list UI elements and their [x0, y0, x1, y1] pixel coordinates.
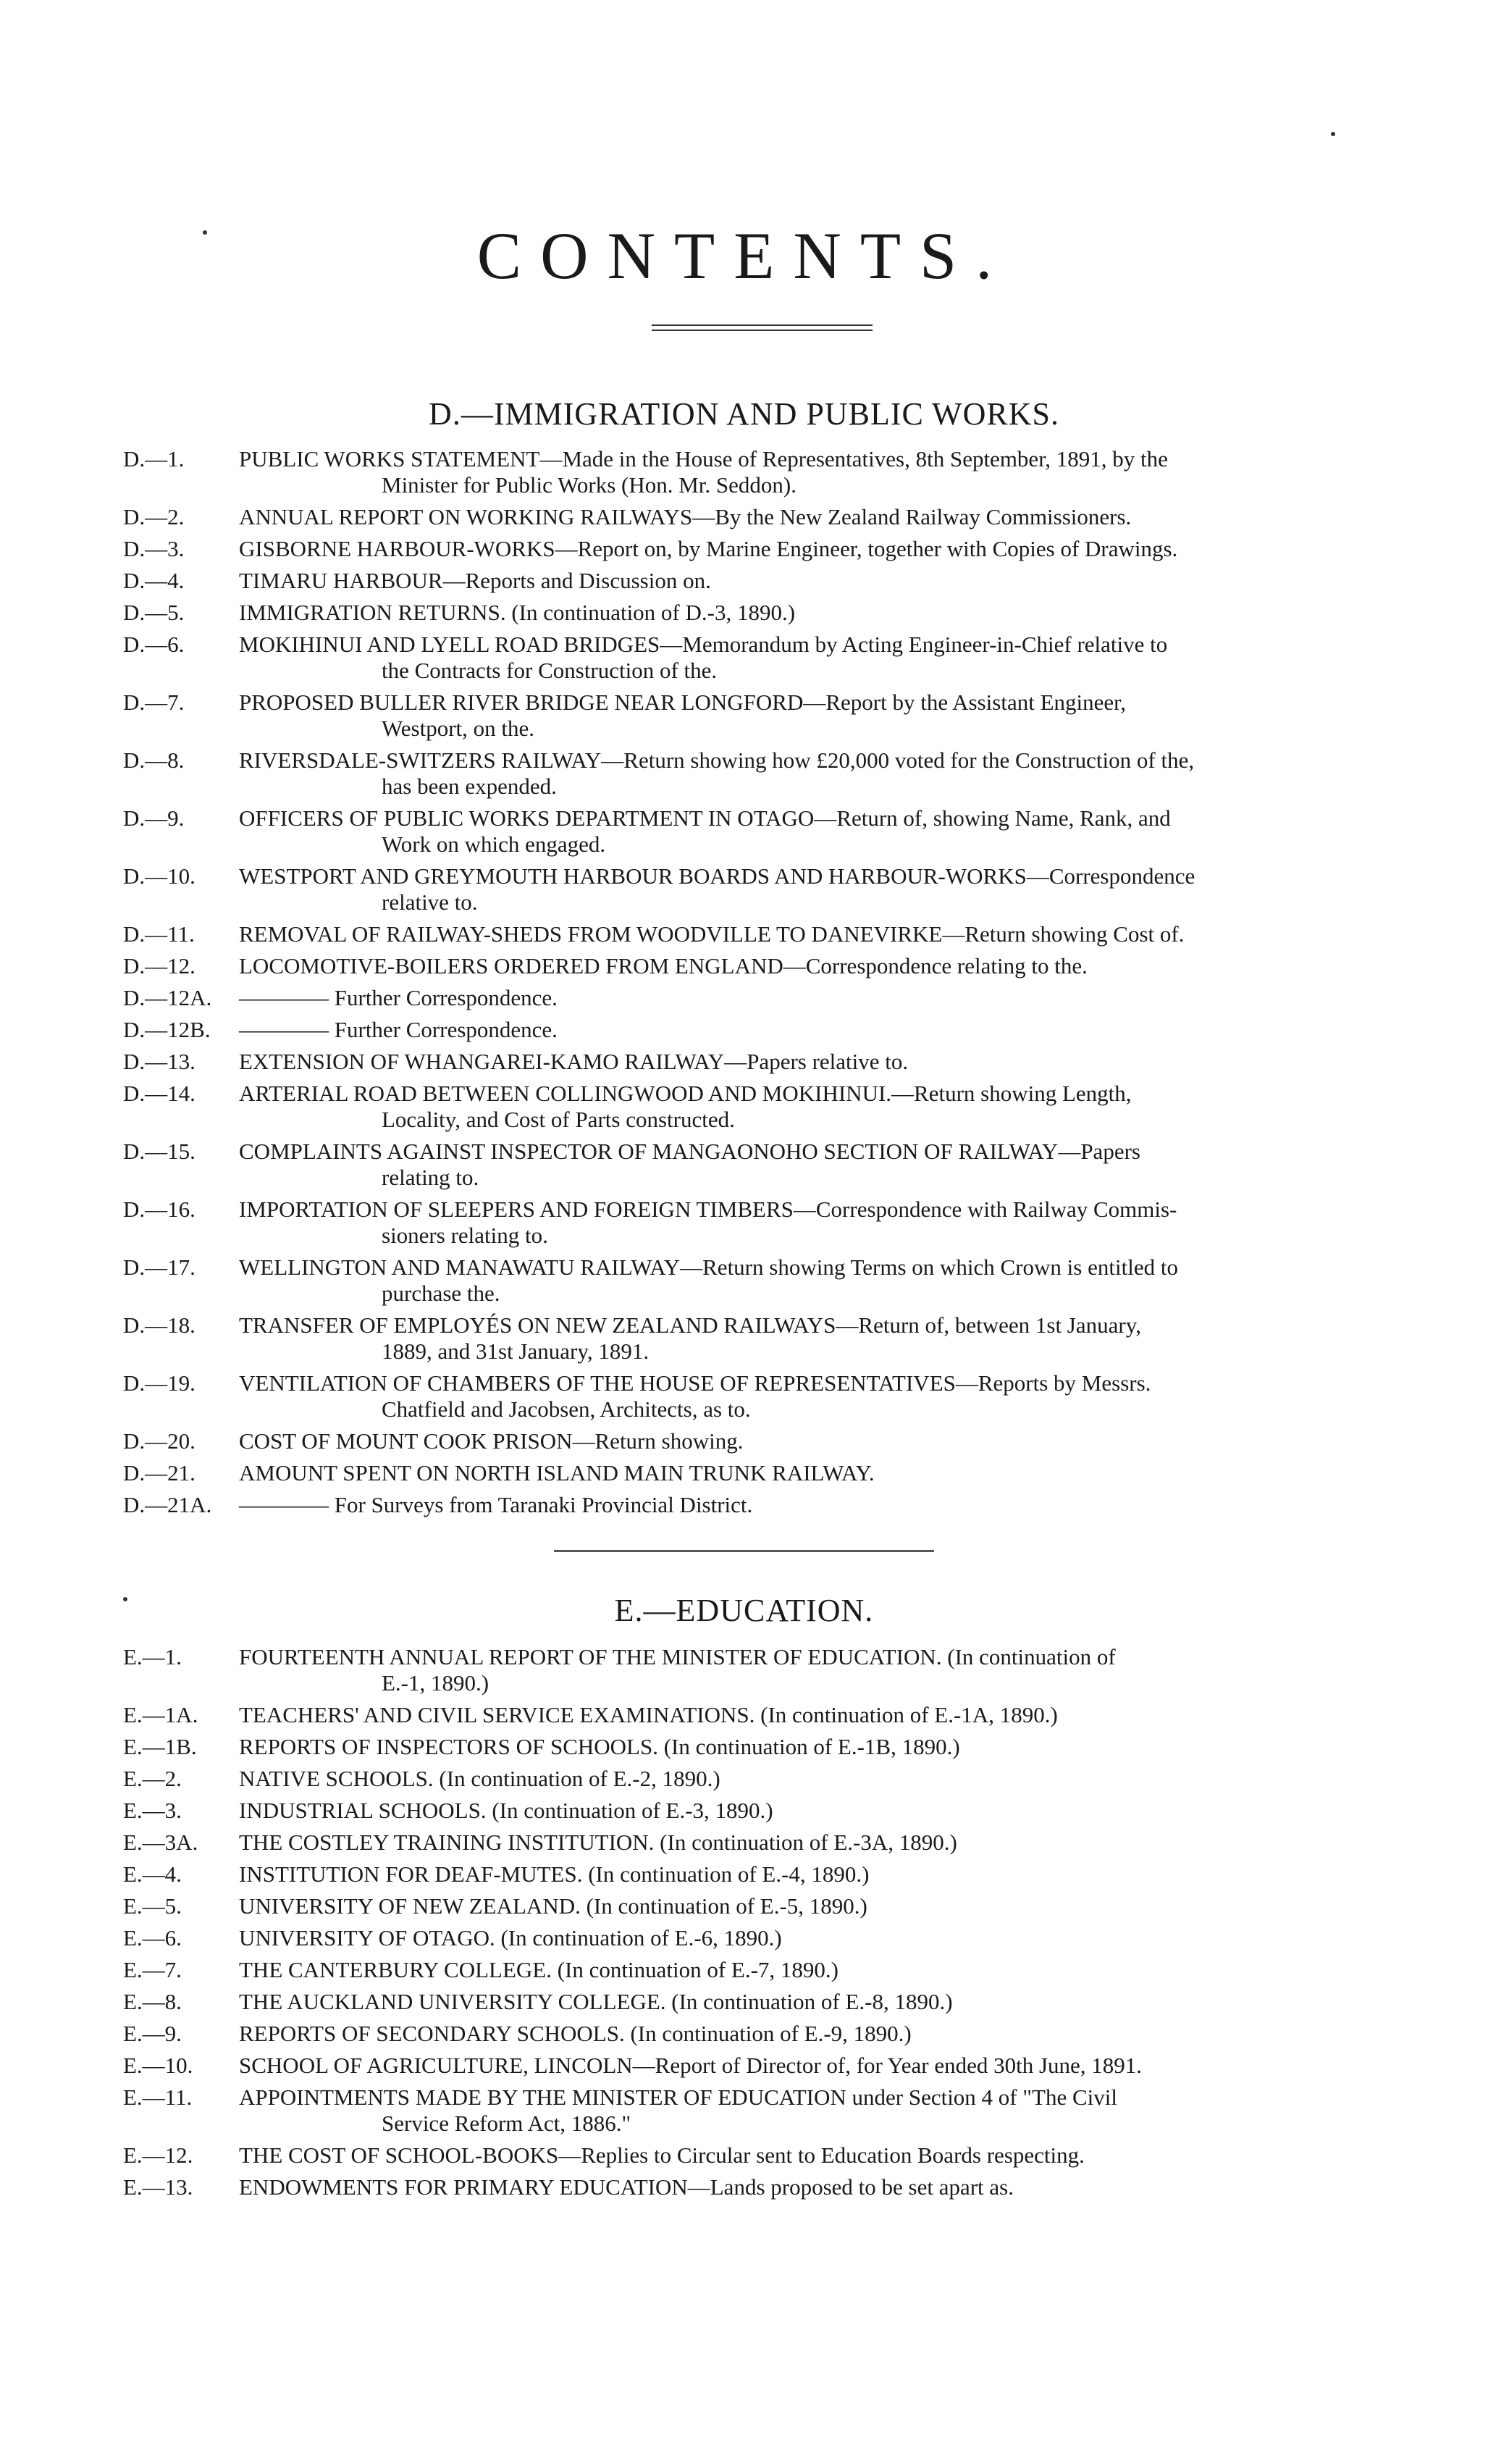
- entry-title: IMPORTATION OF SLEEPERS AND FOREIGN TIMBERS—Correspondence with Railway Commis-: [239, 1197, 1177, 1222]
- entry-title: REPORTS OF INSPECTORS OF SCHOOLS. (In continuation of E.-1B, 1890.): [239, 1734, 960, 1759]
- entry-code: E.—4.: [123, 1861, 182, 1887]
- entry-code: D.—1.: [123, 446, 185, 472]
- entry-text: [239, 1893, 1394, 1919]
- entry-title: TRANSFER OF EMPLOYÉS ON NEW ZEALAND RAILWAYS—Return of, between 1st January,: [239, 1312, 1141, 1338]
- entry-text: [239, 2053, 1394, 2079]
- entry-code: D.—14.: [123, 1081, 196, 1106]
- entry-title: EXTENSION OF WHANGAREI-KAMO RAILWAY—Papers relative to.: [239, 1049, 909, 1074]
- entry-text: [239, 1957, 1394, 1983]
- entry-code: E.—3.: [123, 1798, 182, 1823]
- entry-text: [239, 805, 1394, 858]
- entry-text: [239, 1830, 1394, 1856]
- contents-entry: [0, 1460, 1488, 1486]
- ink-speck: [1331, 132, 1335, 136]
- contents-entry: [0, 536, 1488, 562]
- entry-text: [239, 1049, 1394, 1075]
- contents-entry: [0, 2053, 1488, 2079]
- contents-entry: [0, 504, 1488, 530]
- entry-continuation: Service Reform Act, 1886.": [382, 2111, 631, 2136]
- contents-entry: [0, 1957, 1488, 1983]
- entry-text: [239, 690, 1394, 742]
- section-heading-d: D.—IMMIGRATION AND PUBLIC WORKS.: [429, 396, 1059, 432]
- entry-code: D.—21A.: [123, 1492, 212, 1517]
- entry-title: RIVERSDALE-SWITZERS RAILWAY—Return showing how £20,000 voted for the Construction of the,: [239, 747, 1195, 773]
- entry-title: APPOINTMENTS MADE BY THE MINISTER OF EDUCATION under Section 4 of "The Civil: [239, 2084, 1117, 2110]
- entry-title: SCHOOL OF AGRICULTURE, LINCOLN—Report of Director of, for Year ended 30th June, 1891.: [239, 2053, 1143, 2078]
- entry-code: E.—10.: [123, 2053, 193, 2078]
- entry-text: [239, 568, 1394, 594]
- entry-continuation: Locality, and Cost of Parts constructed.: [382, 1107, 735, 1132]
- entry-title: REMOVAL OF RAILWAY-SHEDS FROM WOODVILLE TO DANEVIRKE—Return showing Cost of.: [239, 921, 1185, 947]
- entry-title: TEACHERS' AND CIVIL SERVICE EXAMINATIONS. (In continuation of E.-1A, 1890.): [239, 1702, 1058, 1727]
- entry-title: THE CANTERBURY COLLEGE. (In continuation of E.-7, 1890.): [239, 1957, 838, 1982]
- entry-title: INSTITUTION FOR DEAF-MUTES. (In continuation of E.-4, 1890.): [239, 1861, 870, 1887]
- entry-title: WESTPORT AND GREYMOUTH HARBOUR BOARDS AND HARBOUR-WORKS—Correspondence: [239, 863, 1195, 889]
- contents-entry: [0, 1734, 1488, 1760]
- contents-entry: [0, 2084, 1488, 2137]
- entry-text: [239, 1989, 1394, 2015]
- entry-title: REPORTS OF SECONDARY SCHOOLS. (In continuation of E.-9, 1890.): [239, 2021, 912, 2046]
- entry-text: [239, 2174, 1394, 2200]
- entry-code: D.—18.: [123, 1312, 196, 1338]
- entry-continuation: the Contracts for Construction of the.: [382, 658, 718, 683]
- entry-text: [239, 2084, 1394, 2137]
- entry-text: [239, 1460, 1394, 1486]
- entry-continuation: relating to.: [382, 1165, 479, 1190]
- entry-code: E.—1B.: [123, 1734, 197, 1759]
- entry-title: THE COST OF SCHOOL-BOOKS—Replies to Circular sent to Education Boards respecting.: [239, 2142, 1085, 2168]
- entry-title: PUBLIC WORKS STATEMENT—Made in the House of Representatives, 8th September, 1891, by the: [239, 446, 1168, 472]
- entry-title: ENDOWMENTS FOR PRIMARY EDUCATION—Lands proposed to be set apart as.: [239, 2174, 1014, 2200]
- contents-entry: [0, 2021, 1488, 2047]
- entry-code: E.—13.: [123, 2174, 193, 2200]
- entry-code: E.—9.: [123, 2021, 182, 2046]
- entry-continuation: has been expended.: [382, 774, 557, 799]
- contents-entry: [0, 1925, 1488, 1951]
- entry-text: [239, 1254, 1394, 1307]
- contents-entry: [0, 446, 1488, 498]
- contents-entry: [0, 1893, 1488, 1919]
- entry-title: PROPOSED BULLER RIVER BRIDGE NEAR LONGFORD—Report by the Assistant Engineer,: [239, 690, 1126, 715]
- contents-entry: [0, 1139, 1488, 1191]
- entry-code: D.—15.: [123, 1139, 196, 1164]
- contents-entry: [0, 1254, 1488, 1307]
- entry-code: E.—12.: [123, 2142, 193, 2168]
- contents-entry: [0, 1644, 1488, 1696]
- entry-text: [239, 1644, 1394, 1696]
- entry-text: [239, 632, 1394, 684]
- entry-code: D.—12A.: [123, 985, 212, 1010]
- contents-entry: [0, 921, 1488, 947]
- entry-text: [239, 1081, 1394, 1133]
- entry-title: IMMIGRATION RETURNS. (In continuation of D.-3, 1890.): [239, 600, 796, 625]
- entry-text: [239, 1017, 1394, 1043]
- entry-text: [239, 600, 1394, 626]
- entry-text: [239, 1428, 1394, 1454]
- entry-code: D.—19.: [123, 1370, 196, 1396]
- entry-text: [239, 504, 1394, 530]
- entry-title: TIMARU HARBOUR—Reports and Discussion on.: [239, 568, 711, 593]
- contents-entry: [0, 953, 1488, 979]
- entry-code: D.—10.: [123, 863, 196, 889]
- entry-title: AMOUNT SPENT ON NORTH ISLAND MAIN TRUNK RAILWAY.: [239, 1460, 875, 1485]
- entry-code: D.—21.: [123, 1460, 196, 1485]
- contents-entry: [0, 1428, 1488, 1454]
- entry-code: D.—12B.: [123, 1017, 211, 1042]
- entry-text: [239, 1861, 1394, 1887]
- entry-text: [239, 446, 1394, 498]
- entry-title: OFFICERS OF PUBLIC WORKS DEPARTMENT IN OTAGO—Return of, showing Name, Rank, and: [239, 805, 1171, 831]
- entry-code: E.—5.: [123, 1893, 182, 1919]
- contents-entry: [0, 1197, 1488, 1249]
- entry-text: [239, 1139, 1394, 1191]
- entry-text: [239, 1925, 1394, 1951]
- entry-text: [239, 985, 1394, 1011]
- contents-entry: [0, 1370, 1488, 1422]
- entry-continuation: sioners relating to.: [382, 1223, 548, 1248]
- contents-entry: [0, 1989, 1488, 2015]
- entry-title: LOCOMOTIVE-BOILERS ORDERED FROM ENGLAND—Correspondence relating to the.: [239, 953, 1088, 979]
- entry-code: D.—2.: [123, 504, 185, 529]
- section-divider: [554, 1550, 934, 1552]
- contents-entry: [0, 1830, 1488, 1856]
- contents-entry: [0, 985, 1488, 1011]
- entry-code: E.—7.: [123, 1957, 182, 1982]
- title-rule: [652, 324, 873, 326]
- entry-text: [239, 536, 1394, 562]
- contents-entry: [0, 1049, 1488, 1075]
- entry-title: INDUSTRIAL SCHOOLS. (In continuation of E.-3, 1890.): [239, 1798, 773, 1823]
- section-e-entries: [0, 1644, 1488, 2206]
- entry-text: [239, 953, 1394, 979]
- contents-entry: [0, 1798, 1488, 1824]
- entry-text: [239, 863, 1394, 915]
- entry-code: D.—20.: [123, 1428, 196, 1454]
- entry-continuation: E.-1, 1890.): [382, 1670, 489, 1696]
- entry-code: E.—6.: [123, 1925, 182, 1950]
- contents-entry: [0, 1861, 1488, 1887]
- entry-title: MOKIHINUI AND LYELL ROAD BRIDGES—Memorandum by Acting Engineer-in-Chief relative to: [239, 632, 1168, 657]
- entry-title: NATIVE SCHOOLS. (In continuation of E.-2, 1890.): [239, 1766, 720, 1791]
- entry-code: D.—6.: [123, 632, 185, 657]
- entry-title: GISBORNE HARBOUR-WORKS—Report on, by Marine Engineer, together with Copies of Drawings.: [239, 536, 1178, 561]
- contents-entry: [0, 600, 1488, 626]
- entry-title: ARTERIAL ROAD BETWEEN COLLINGWOOD AND MOKIHINUI.—Return showing Length,: [239, 1081, 1132, 1106]
- entry-text: [239, 1766, 1394, 1792]
- entry-code: D.—17.: [123, 1254, 196, 1280]
- entry-text: [239, 1312, 1394, 1365]
- entry-title: THE AUCKLAND UNIVERSITY COLLEGE. (In continuation of E.-8, 1890.): [239, 1989, 953, 2014]
- entry-continuation: Westport, on the.: [382, 716, 535, 741]
- entry-code: D.—8.: [123, 747, 185, 773]
- entry-title: WELLINGTON AND MANAWATU RAILWAY—Return showing Terms on which Crown is entitled to: [239, 1254, 1178, 1280]
- contents-entry: [0, 568, 1488, 594]
- entry-title: UNIVERSITY OF OTAGO. (In continuation of E.-6, 1890.): [239, 1925, 782, 1950]
- entry-code: D.—9.: [123, 805, 185, 831]
- contents-entry: [0, 1312, 1488, 1365]
- entry-text: [239, 1734, 1394, 1760]
- entry-continuation: Minister for Public Works (Hon. Mr. Seddon).: [382, 472, 796, 498]
- entry-code: D.—7.: [123, 690, 185, 715]
- entry-code: E.—3A.: [123, 1830, 198, 1855]
- entry-code: D.—5.: [123, 600, 185, 625]
- entry-code: D.—13.: [123, 1049, 196, 1074]
- entry-continuation: 1889, and 31st January, 1891.: [382, 1338, 650, 1364]
- contents-entry: [0, 1081, 1488, 1133]
- entry-code: D.—3.: [123, 536, 185, 561]
- entry-title: COMPLAINTS AGAINST INSPECTOR OF MANGAONOHO SECTION OF RAILWAY—Papers: [239, 1139, 1140, 1164]
- contents-entry: [0, 2142, 1488, 2168]
- entry-code: D.—11.: [123, 921, 195, 947]
- contents-entry: [0, 1492, 1488, 1518]
- entry-title: UNIVERSITY OF NEW ZEALAND. (In continuation of E.-5, 1890.): [239, 1893, 867, 1919]
- entry-title: COST OF MOUNT COOK PRISON—Return showing.: [239, 1428, 744, 1454]
- entry-code: E.—2.: [123, 1766, 182, 1791]
- contents-entry: [0, 1702, 1488, 1728]
- entry-continuation: Chatfield and Jacobsen, Architects, as to.: [382, 1396, 751, 1422]
- entry-code: E.—1.: [123, 1644, 182, 1669]
- entry-continuation: Work on which engaged.: [382, 831, 606, 857]
- entry-text: [239, 1197, 1394, 1249]
- entry-code: D.—16.: [123, 1197, 196, 1222]
- contents-entry: [0, 2174, 1488, 2200]
- contents-entry: [0, 690, 1488, 742]
- entry-title: VENTILATION OF CHAMBERS OF THE HOUSE OF REPRESENTATIVES—Reports by Messrs.: [239, 1370, 1151, 1396]
- entry-code: E.—11.: [123, 2084, 193, 2110]
- contents-entry: [0, 1766, 1488, 1792]
- entry-title: FOURTEENTH ANNUAL REPORT OF THE MINISTER OF EDUCATION. (In continuation of: [239, 1644, 1116, 1669]
- entry-text: [239, 2142, 1394, 2168]
- entry-text: [239, 1798, 1394, 1824]
- section-heading-e: E.—EDUCATION.: [614, 1593, 874, 1628]
- entry-title: ANNUAL REPORT ON WORKING RAILWAYS—By the New Zealand Railway Commissioners.: [239, 504, 1132, 529]
- entry-sub-title: ———— Further Correspondence.: [239, 1017, 558, 1042]
- entry-text: [239, 1370, 1394, 1422]
- entry-code: D.—12.: [123, 953, 196, 979]
- entry-code: D.—4.: [123, 568, 185, 593]
- contents-entry: [0, 747, 1488, 800]
- entry-sub-title: ———— Further Correspondence.: [239, 985, 558, 1010]
- entry-text: [239, 921, 1394, 947]
- entry-continuation: purchase the.: [382, 1281, 500, 1306]
- entry-continuation: relative to.: [382, 889, 478, 915]
- entry-code: E.—1A.: [123, 1702, 198, 1727]
- contents-entry: [0, 863, 1488, 915]
- entry-title: THE COSTLEY TRAINING INSTITUTION. (In continuation of E.-3A, 1890.): [239, 1830, 957, 1855]
- entry-text: [239, 1492, 1394, 1518]
- entry-text: [239, 2021, 1394, 2047]
- entry-text: [239, 747, 1394, 800]
- contents-entry: [0, 632, 1488, 684]
- entry-sub-title: ———— For Surveys from Taranaki Provincial District.: [239, 1492, 752, 1517]
- entry-text: [239, 1702, 1394, 1728]
- entry-code: E.—8.: [123, 1989, 182, 2014]
- contents-entry: [0, 805, 1488, 858]
- page-title: CONTENTS.: [476, 219, 1012, 293]
- section-d-entries: [0, 446, 1488, 1524]
- contents-entry: [0, 1017, 1488, 1043]
